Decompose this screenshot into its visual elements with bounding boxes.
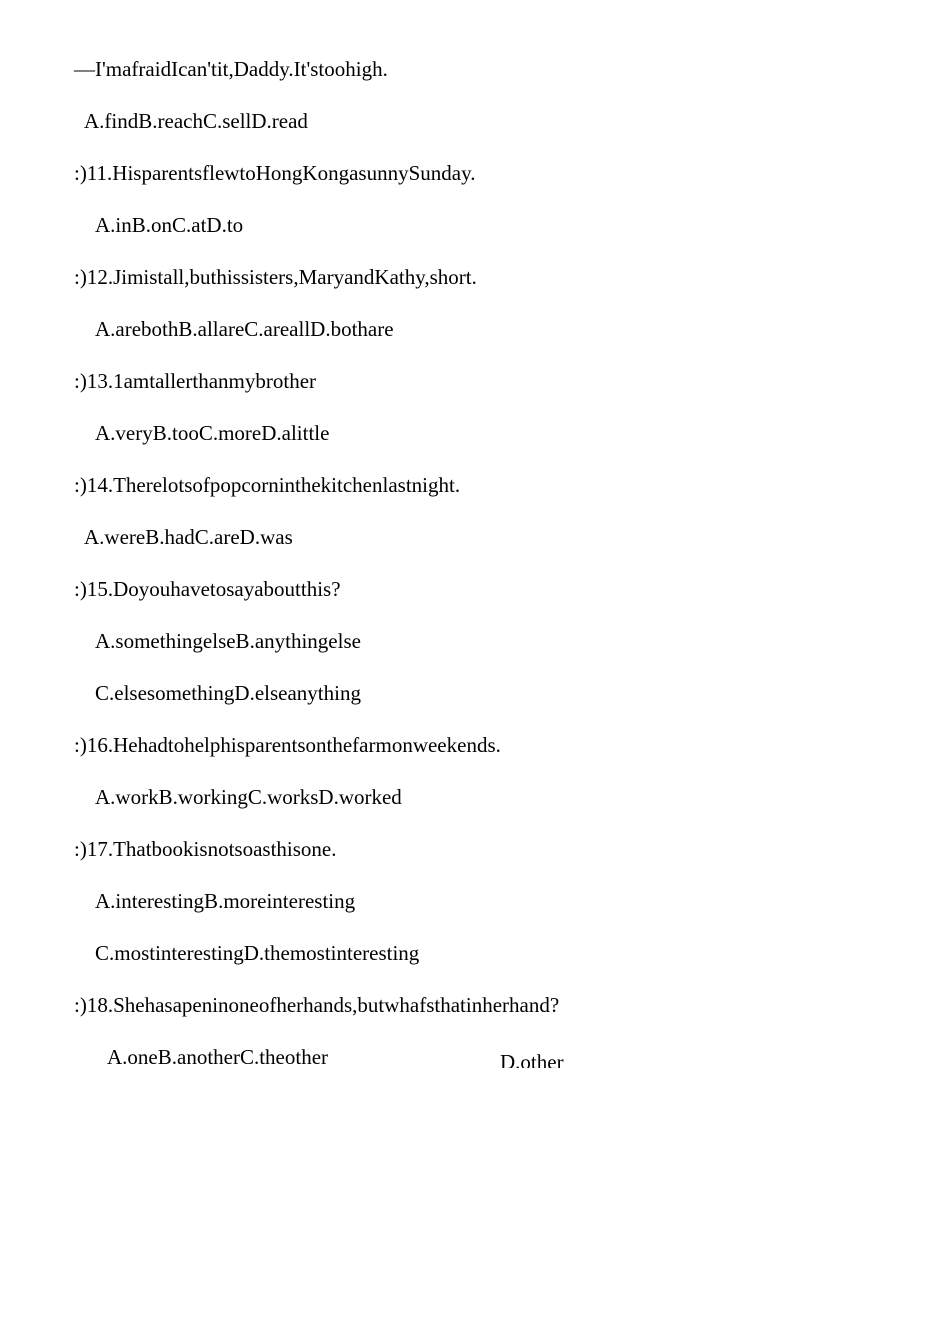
question-18: :)18.Shehasapeninoneofherhands,butwhafsthatinherhand? (74, 993, 560, 1017)
options-q11: A.inB.onC.atD.to (95, 213, 244, 237)
options-q14: A.wereB.hadC.areD.was (84, 525, 293, 549)
question-11: :)11.HisparentsflewtoHongKongasunnySunday. (74, 161, 476, 185)
question-15: :)15.Doyouhavetosayaboutthis? (74, 577, 341, 601)
options-q16: A.workB.workingC.worksD.worked (95, 785, 402, 809)
options-q17-cd: C.mostinterestingD.themostinteresting (95, 941, 420, 965)
question-14: :)14.Therelotsofpopcorninthekitchenlastnight. (74, 473, 461, 497)
options-q15-cd: C.elsesomethingD.elseanything (95, 681, 361, 705)
question-12: :)12.Jimistall,buthissisters,MaryandKathy,short. (74, 265, 477, 289)
options-q13: A.veryB.tooC.moreD.alittle (95, 421, 330, 445)
question-16: :)16.Hehadtohelphisparentsonthefarmonweekends. (74, 733, 501, 757)
question-13: :)13.1amtallerthanmybrother (74, 369, 317, 393)
question-17: :)17.Thatbookisnotsoasthisone. (74, 837, 337, 861)
options-q18-abc: A.oneB.anotherC.theother (107, 1045, 329, 1068)
text-line-answer: —I'mafraidIcan'tit,Daddy.It'stoohigh. (74, 57, 388, 81)
options-q10: A.findB.reachC.sellD.read (84, 109, 308, 133)
options-q12: A.arebothB.allareC.areallD.bothare (95, 317, 394, 341)
options-q15-ab: A.somethingelseB.anythingelse (95, 629, 361, 653)
options-q17-ab: A.interestingB.moreinteresting (95, 889, 356, 913)
options-q18-d: D.other (500, 1050, 564, 1068)
